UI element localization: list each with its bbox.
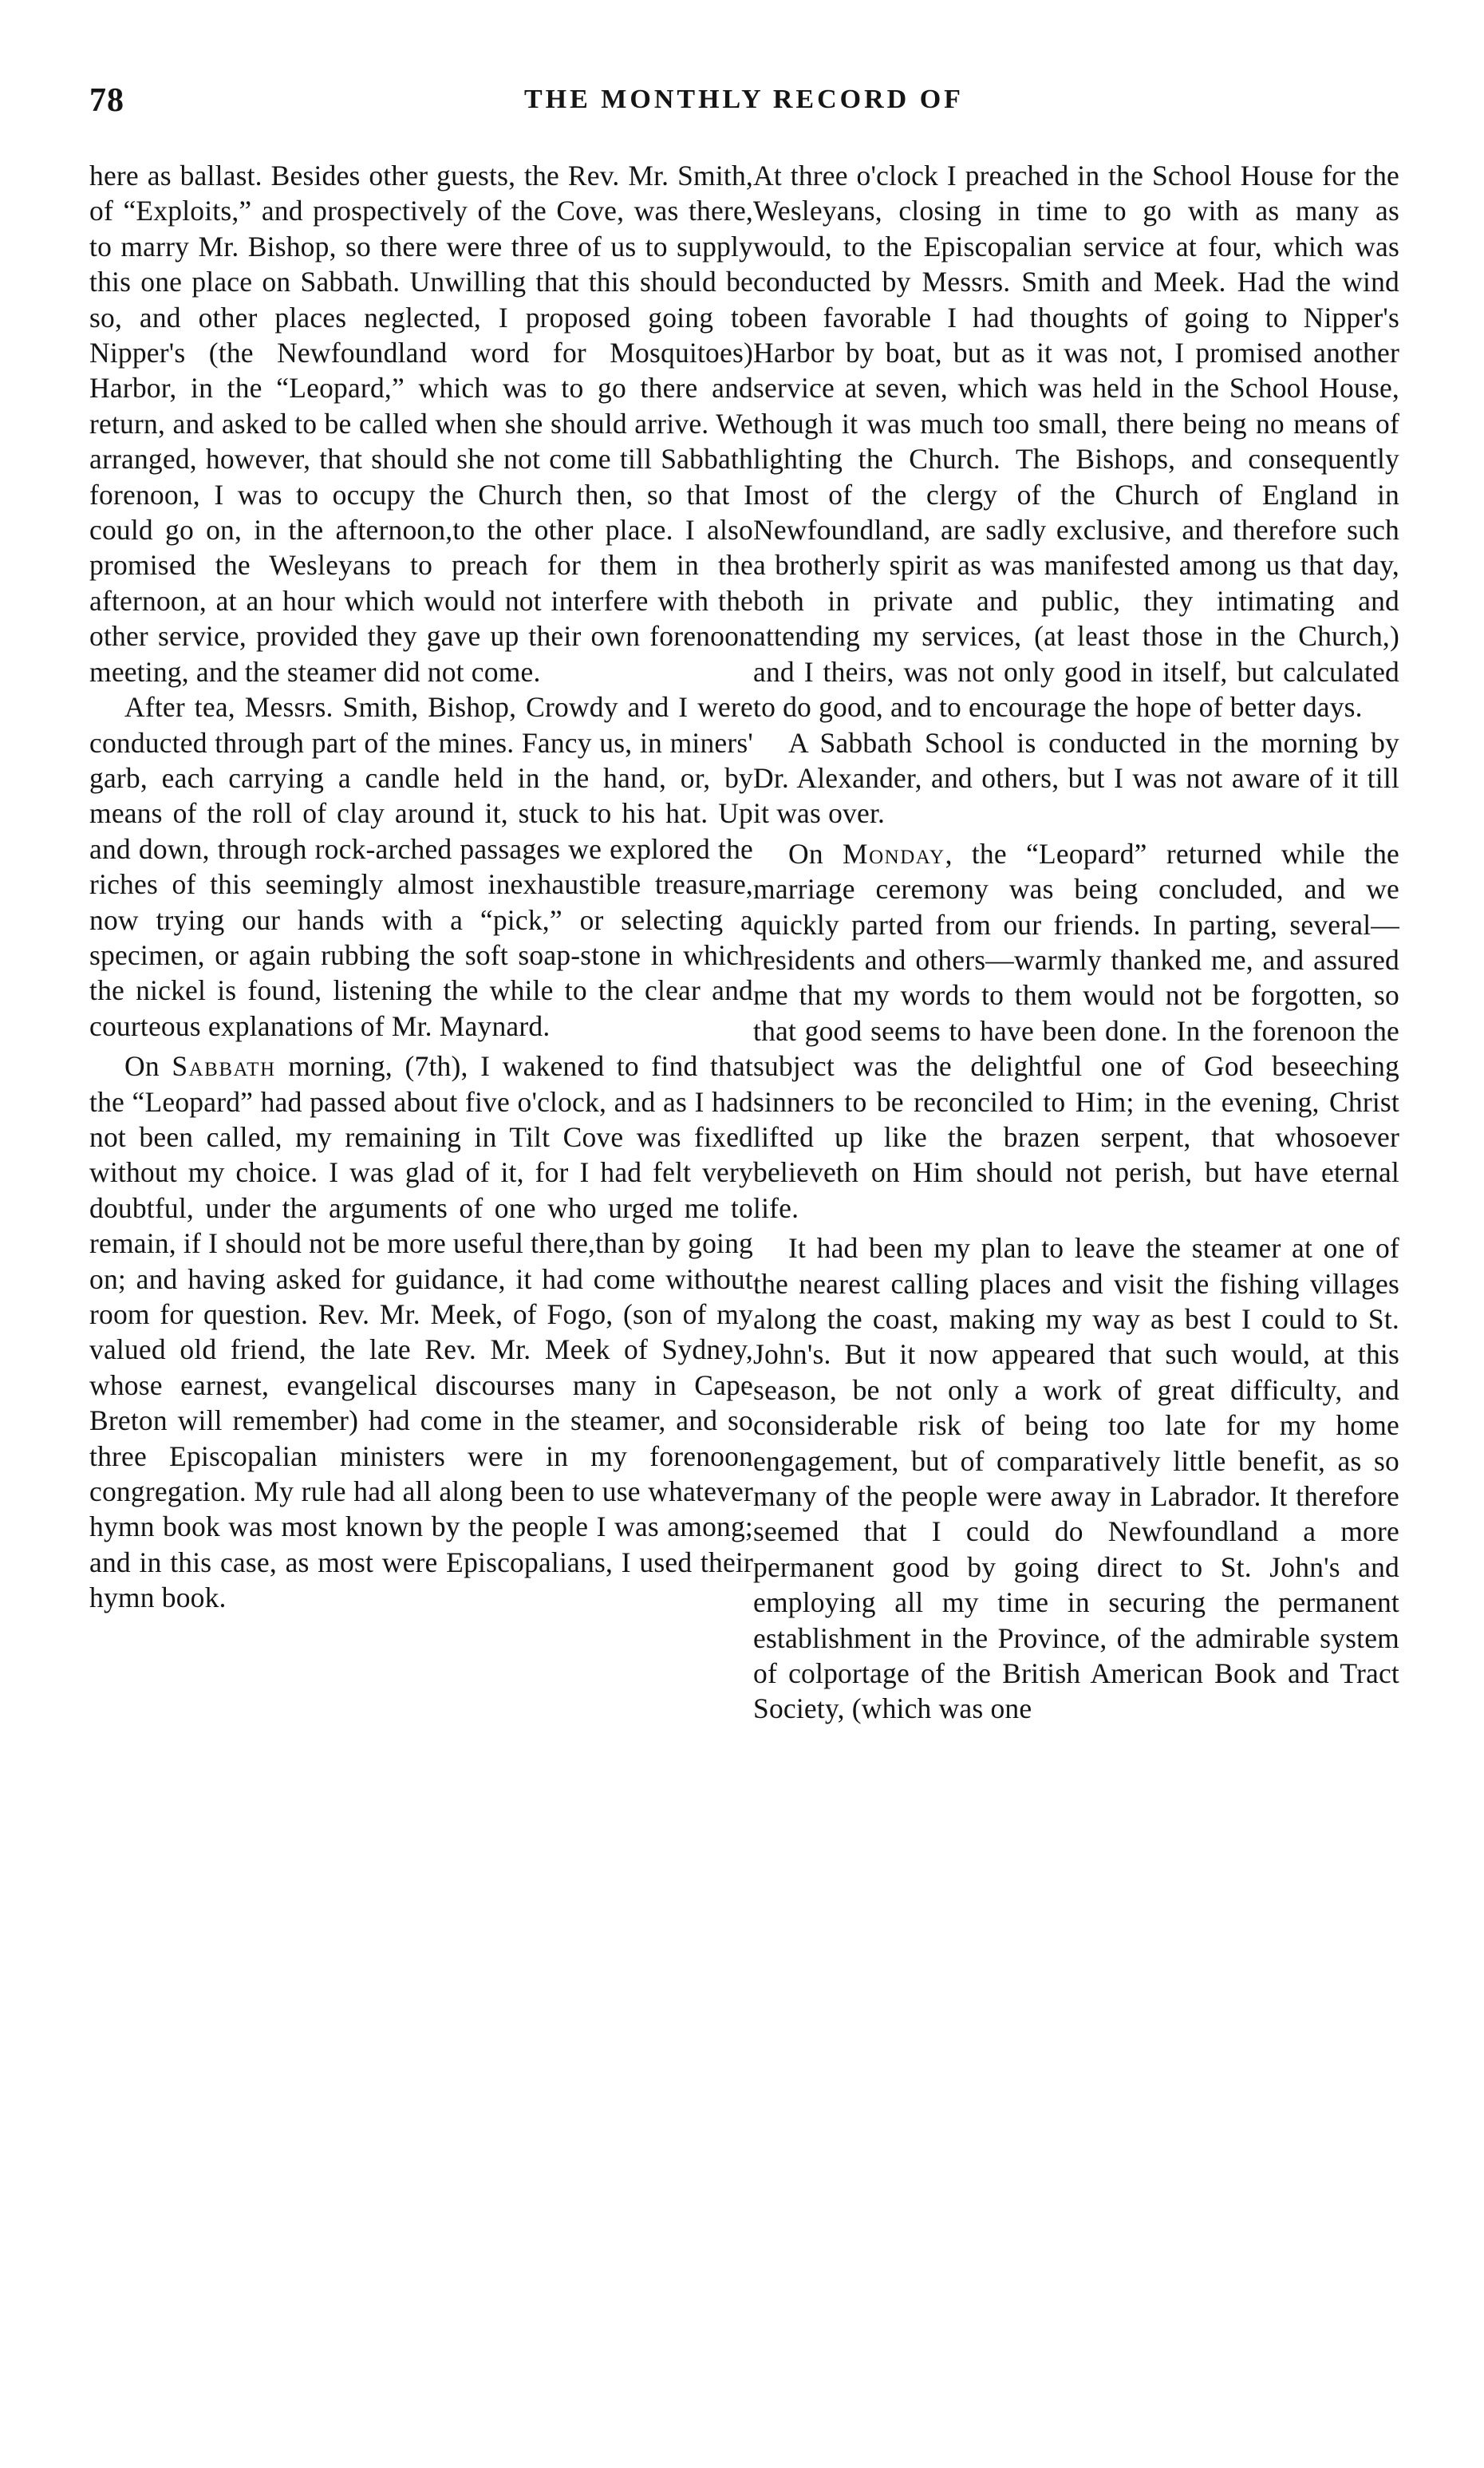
monday-small-caps: Monday <box>843 837 945 870</box>
running-title: THE MONTHLY RECORD OF <box>524 85 964 114</box>
paragraph-mines-tour: After tea, Messrs. Smith, Bishop, Crowdy and I were conducted through part of the mines. Fancy us, in miners' garb, each carrying a candle held in the hand, or, by means of the roll of clay around it, stuck to his hat. Up and down, through rock-arched passages we explored the riches of this seemingly almost inexhaustible treasure, now trying our hands with a “pick,” or selecting a specimen, or again rubbing the soft soap-stone in which the nickel is found, listening the while to the clear and courteous explanations of Mr. Maynard. <box>89 691 753 1042</box>
page-number: 78 <box>89 82 124 119</box>
paragraph-school-house-service: At three o'clock I preached in the School House for the Wesleyans, closing in time to go with as many as would, to the Episcopalian service at four, which was conducted by Messrs. Smith and Meek. Had the wind been favorable I had thoughts of going to Nipper's Harbor by boat, but as it was not, I promised another service at seven, which was held in the School House, though it was much too small, there being no means of lighting the Church. The Bishops, and consequently most of the clergy of the Church of England in Newfoundland, are sadly exclusive, and therefore such a brotherly spirit as was manifested among us that day, both in private and public, they intimating and attending my services, (at least those in the Church,) and I theirs, was not only good in itself, but calculated to do good, and to encourage the hope of better days. <box>753 160 1399 724</box>
running-head <box>89 81 1398 129</box>
left-column <box>89 158 753 2440</box>
paragraph-sabbath-school: A Sabbath School is conducted in the morning by Dr. Alexander, and others, but I was not aware of it till it was over. <box>753 726 1399 830</box>
paragraph-ballast-guests: here as ballast. Besides other guests, the Rev. Mr. Smith, of “Exploits,” and prospectively of the Cove, was there, to marry Mr. Bishop, so there were three of us to supply this one place on Sabbath. Unwilling that this should be so, and other places neglected, I proposed going to Nipper's (the Newfoundland word for Mosquitoes) Harbor, in the “Leopard,” which was to go there and return, and asked to be called when she should arrive. We arranged, however, that should she not come till Sabbath forenoon, I was to occupy the Church then, so that I could go on, in the afternoon,to the other place. I also promised the Wesleyans to preach for them in the afternoon, at an hour which would not interfere with the other service, provided they gave up their own forenoon meeting, and the steamer did not come. <box>89 160 753 688</box>
sabbath-paragraph-text: morning, (7th), I wakened to find that the “Leopard” had passed about five o'clock, and as I had not been called, my remaining in Tilt Cove was fixed without my choice. I was glad of it, for I had felt very doubtful, under the arguments of one who urged me to remain, if I should not be more useful there,than by going on; and having asked for guidance, it had come without room for question. Rev. Mr. Meek, of Fogo, (son of my valued old friend, the late Rev. Mr. Meek of Sydney, whose earnest, evangelical discourses many in Cape Breton will remember) had come in the steamer, and so three Episcopalian ministers were in my forenoon congregation. My rule had all along been to use whatever hymn book was most known by the people I was among; and in this case, as most were Episcopalians, I used their hymn book. <box>89 1050 753 1614</box>
sabbath-small-caps: Sabbath <box>172 1050 276 1083</box>
monday-paragraph-text: , the “Leopard” returned while the marriage ceremony was being concluded, and we quickly parted from our friends. In parting, several—residents and others—warmly thanked me, and assured me that my words to them would not be forgotten, so that good seems to have been done. In the forenoon the subject was the delightful one of God beseeching sinners to be reconciled to Him; in the evening, Christ lifted up like the brazen serpent, that whosoever believeth on Him should not perish, but have eternal life. <box>753 837 1399 1224</box>
monday-lead-word: On <box>788 837 823 870</box>
paragraph-sabbath-morning <box>89 1048 753 1616</box>
paragraph-monday-departure <box>753 836 1399 1226</box>
right-column <box>753 158 1399 2440</box>
paragraph-travel-plan: It had been my plan to leave the steamer at one of the nearest calling places and visit the fishing villages along the coast, making my way as best I could to St. John's. But it now appeared that such would, at this season, be not only a work of great difficulty, and considerable risk of being too late for my home engagement, but of comparatively little benefit, as so many of the people were away in Labrador. It therefore seemed that I could do Newfoundland a more permanent good by going direct to St. John's and employing all my time in securing the permanent establishment in the Province, of the admirable system of colportage of the British American Book and Tract Society, (which was one <box>753 1232 1399 1725</box>
sabbath-lead-word: On <box>124 1050 160 1083</box>
